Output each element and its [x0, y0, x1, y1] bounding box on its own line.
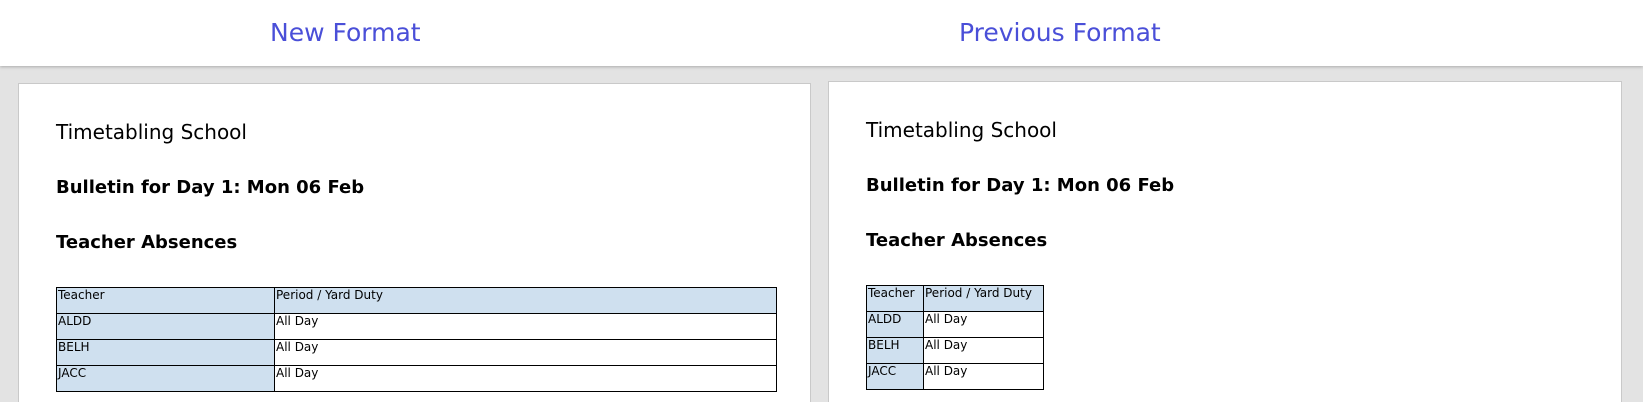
period-cell: All Day: [275, 314, 777, 340]
bulletin-title: Bulletin for Day 1: Mon 06 Feb: [866, 175, 1175, 196]
table-row: [57, 314, 777, 340]
column-header-teacher: Teacher: [867, 286, 924, 312]
new-format-preview: [18, 83, 811, 402]
teacher-cell: BELH: [867, 338, 924, 364]
period-cell: All Day: [924, 364, 1044, 390]
column-header-period: Period / Yard Duty: [924, 286, 1044, 312]
teacher-cell: ALDD: [867, 312, 924, 338]
section-title: Teacher Absences: [866, 230, 1048, 251]
teacher-absences-table: [866, 285, 1044, 390]
table-row: [57, 366, 777, 392]
table-header-row: [867, 286, 1044, 312]
teacher-cell: JACC: [57, 366, 275, 392]
table-row: [57, 340, 777, 366]
teacher-cell: JACC: [867, 364, 924, 390]
section-title: Teacher Absences: [56, 232, 238, 253]
table-row: [867, 312, 1044, 338]
period-cell: All Day: [275, 366, 777, 392]
school-name: Timetabling School: [866, 118, 1057, 142]
bulletin-title: Bulletin for Day 1: Mon 06 Feb: [56, 177, 365, 198]
school-name: Timetabling School: [56, 120, 247, 144]
table-row: [867, 364, 1044, 390]
table-row: [867, 338, 1044, 364]
column-header-period: Period / Yard Duty: [275, 288, 777, 314]
table-header-row: [57, 288, 777, 314]
period-cell: All Day: [275, 340, 777, 366]
new-format-link[interactable]: New Format: [270, 18, 421, 47]
teacher-absences-table: [56, 287, 777, 392]
column-header-teacher: Teacher: [57, 288, 275, 314]
format-tab-bar: [0, 0, 1643, 66]
previous-format-link[interactable]: Previous Format: [959, 18, 1161, 47]
teacher-cell: ALDD: [57, 314, 275, 340]
previous-format-preview: [828, 81, 1622, 402]
period-cell: All Day: [924, 312, 1044, 338]
teacher-cell: BELH: [57, 340, 275, 366]
period-cell: All Day: [924, 338, 1044, 364]
